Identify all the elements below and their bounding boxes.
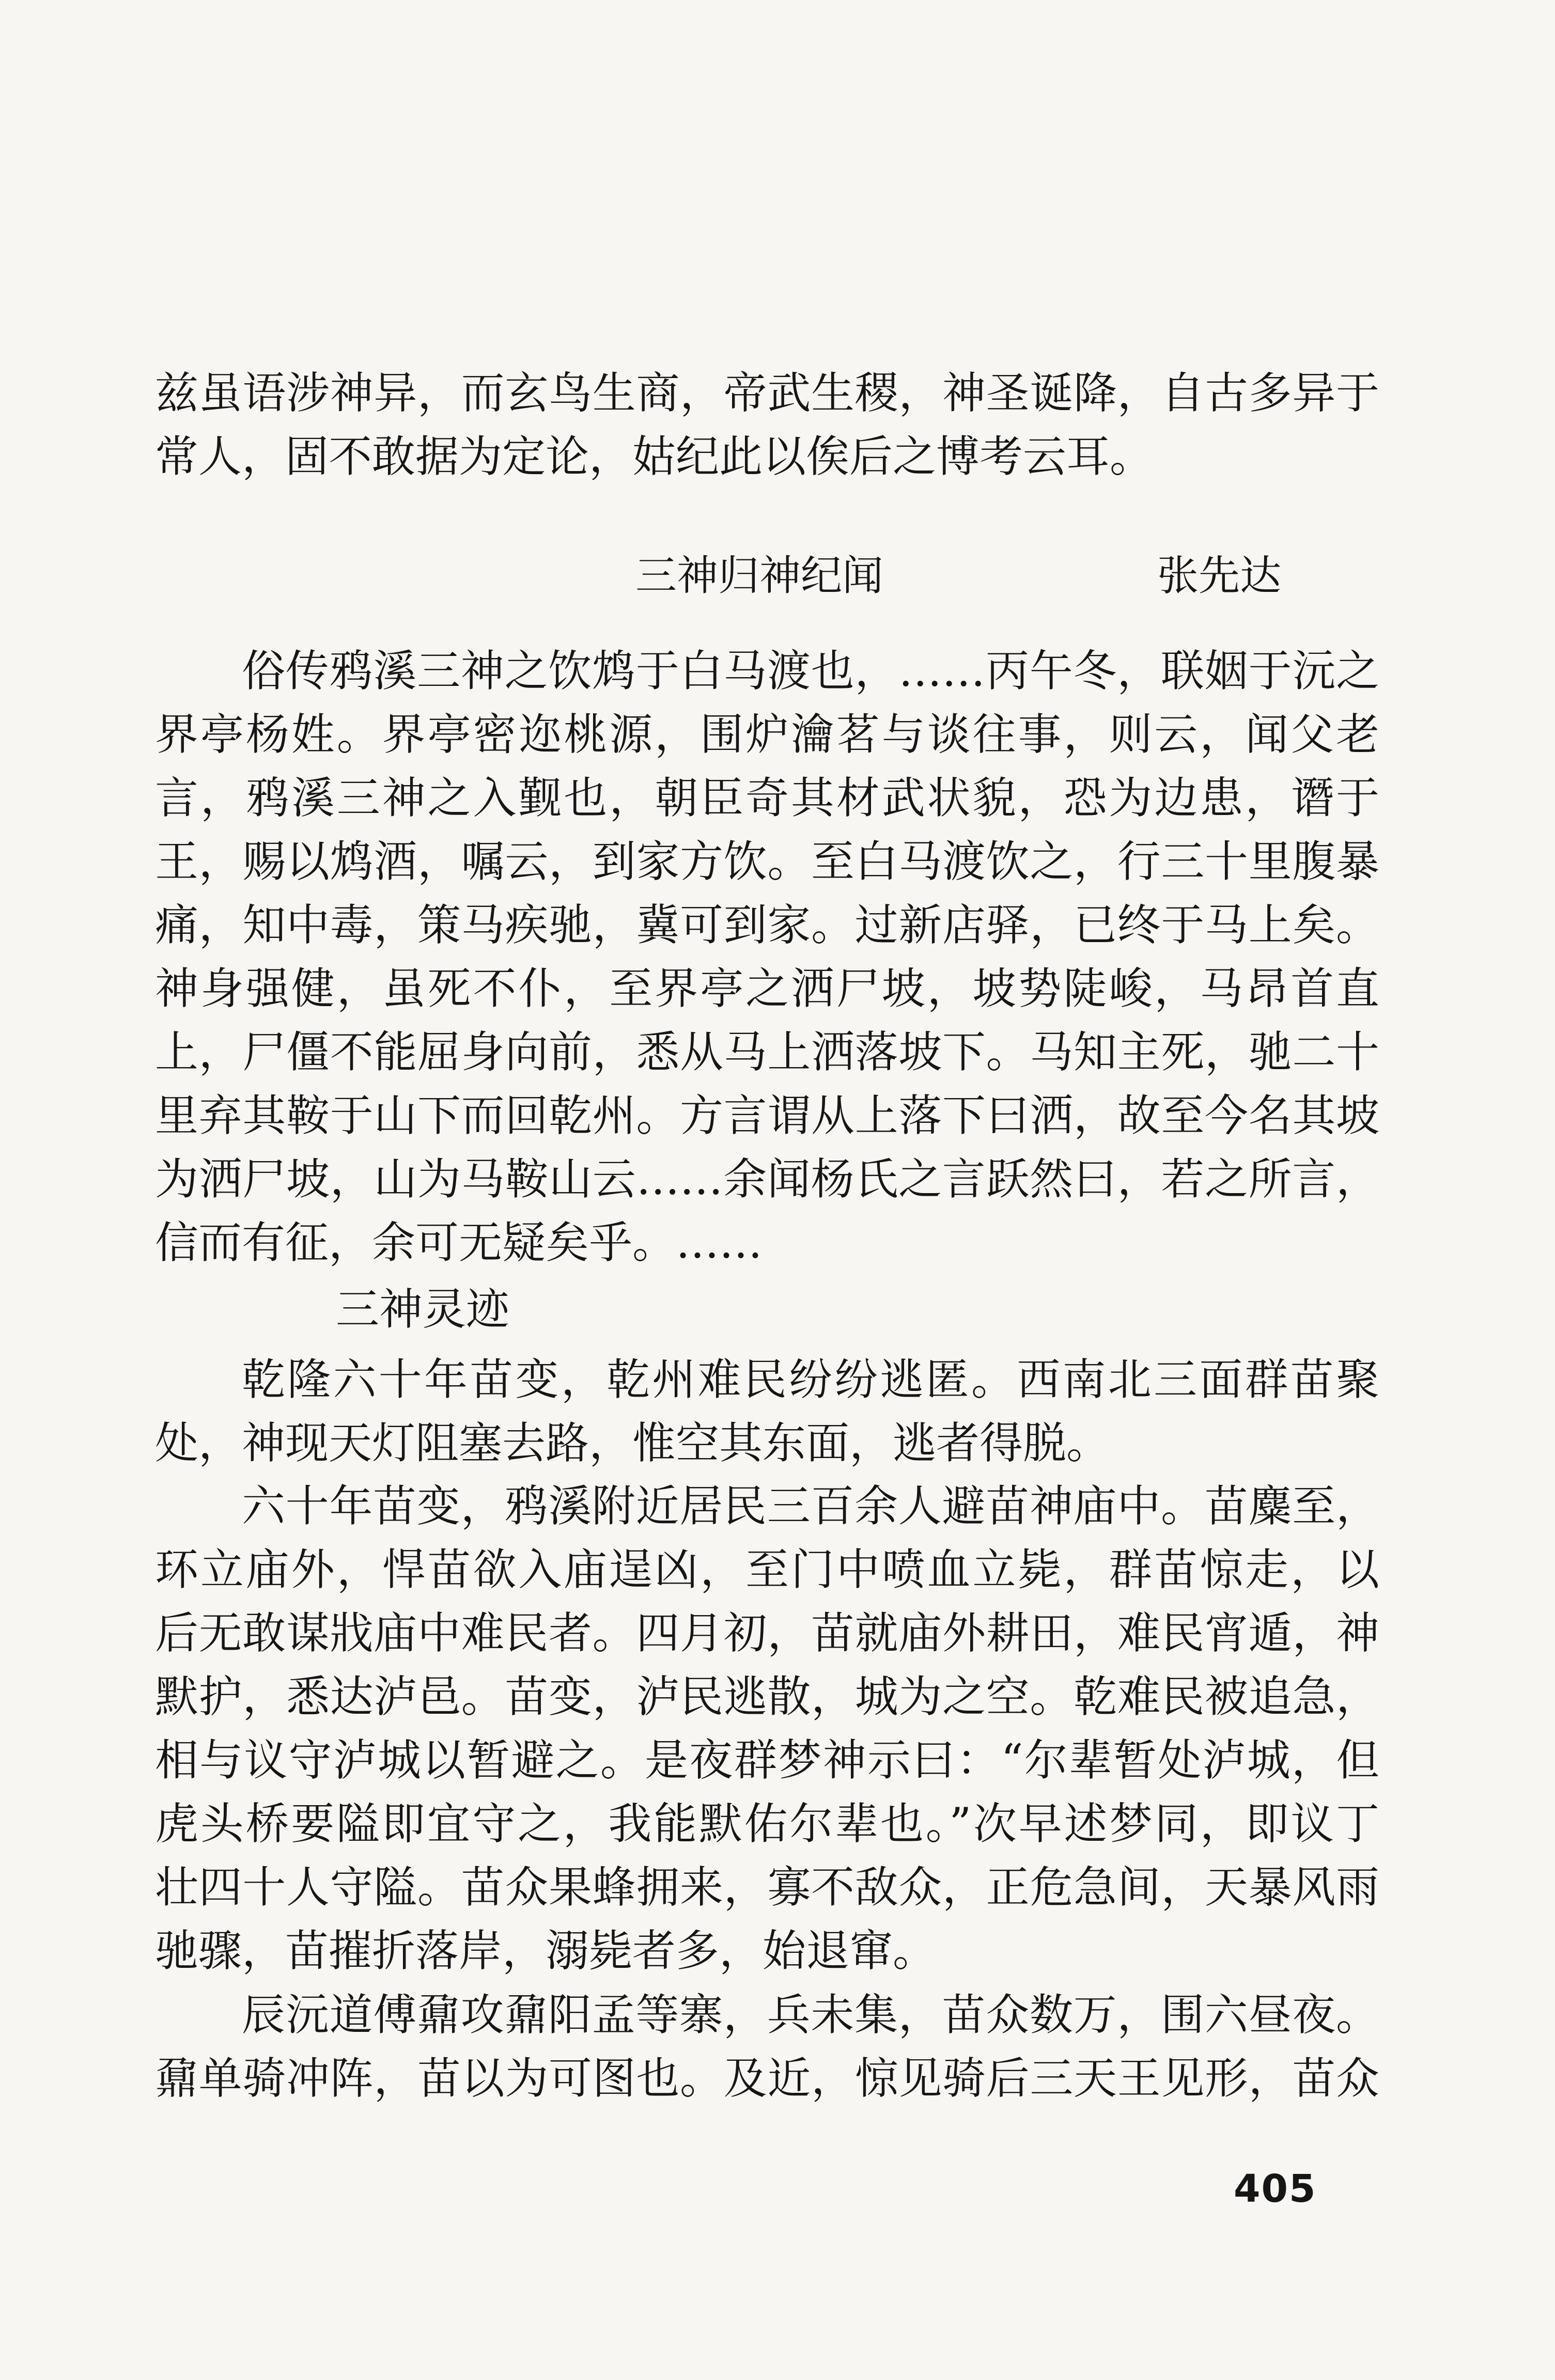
section2-paragraph-1	[155, 1348, 1379, 1475]
section2-p2-line-5: 相与议守泸城以暂避之。是夜群梦神示曰：“尔辈暂处泸城，但	[155, 1735, 1379, 1786]
section1-line-4: 王，赐以鸩酒，嘱云，到家方饮。至白马渡饮之，行三十里腹暴	[155, 836, 1379, 887]
section2-paragraph-2	[155, 1475, 1379, 1983]
section1-line-3: 言，鸦溪三神之入觐也，朝臣奇其材武状貌，恐为边患，谮于	[155, 773, 1379, 823]
intro-paragraph	[155, 362, 1379, 489]
section1-paragraph	[155, 639, 1379, 1275]
section1-line-2: 界亭杨姓。界亭密迩桃源，围炉瀹茗与谈往事，则云，闻父老	[155, 709, 1379, 760]
section2-p2-line-1: 六十年苗变，鸦溪附近居民三百余人避苗神庙中。苗麋至，	[242, 1481, 1379, 1531]
section2-p1-line-1: 乾隆六十年苗变，乾州难民纷纷逃匿。西南北三面群苗聚	[242, 1354, 1379, 1405]
section2-p1-line-2: 处，神现天灯阻塞去路，惟空其东面，逃者得脱。	[155, 1418, 1110, 1468]
section1-title: 三神归神纪闻	[635, 552, 883, 600]
section2-p2-line-6: 虎头桥要隘即宜守之，我能默佑尔辈也。”次早述梦同，即议丁	[155, 1798, 1379, 1849]
section2-paragraph-3	[155, 1983, 1379, 2110]
section2-p2-line-4: 默护，悉达泸邑。苗变，泸民逃散，城为之空。乾难民被追急，	[155, 1671, 1379, 1722]
section1-line-7: 上，尸僵不能屈身向前，悉从马上洒落坡下。马知主死，驰二十	[155, 1027, 1379, 1077]
section2-p2-line-8: 驰骤，苗摧折落岸，溺毙者多，始退窜。	[155, 1925, 937, 1976]
section1-line-10: 信而有征，余可无疑矣乎。……	[155, 1217, 763, 1268]
section1-line-9: 为洒尸坡，山为马鞍山云……余闻杨氏之言跃然曰，若之所言，	[155, 1154, 1379, 1204]
section2-p3-line-2: 鼐单骑冲阵，苗以为可图也。及近，惊见骑后三天王见形，苗众	[155, 2053, 1379, 2104]
section1-author: 张先达	[1157, 552, 1281, 600]
page-number: 405	[1234, 2167, 1317, 2211]
section1-line-1: 俗传鸦溪三神之饮鸩于白马渡也，……丙午冬，联姻于沅之	[242, 646, 1379, 696]
intro-line-1: 兹虽语涉神异，而玄鸟生商，帝武生稷，神圣诞降，自古多异于	[155, 368, 1379, 418]
section2-p2-line-7: 壮四十人守隘。苗众果蜂拥来，寡不敌众，正危急间，天暴风雨	[155, 1862, 1379, 1913]
intro-line-2: 常人，固不敢据为定论，姑纪此以俟后之博考云耳。	[155, 431, 1154, 482]
section2-p2-line-2: 环立庙外，悍苗欲入庙逞凶，至门中喷血立毙，群苗惊走，以	[155, 1544, 1379, 1595]
section2-title: 三神灵迹	[336, 1284, 510, 1335]
section2-p2-line-3: 后无敢谋戕庙中难民者。四月初，苗就庙外耕田，难民宵遁，神	[155, 1608, 1379, 1658]
section1-line-8: 里弃其鞍于山下而回乾州。方言谓从上落下曰洒，故至今名其坡	[155, 1090, 1379, 1141]
section1-line-6: 神身强健，虽死不仆，至界亭之洒尸坡，坡势陡峻，马昂首直	[155, 963, 1379, 1014]
section1-line-5: 痛，知中毒，策马疾驰，冀可到家。过新店驿，已终于马上矣。	[155, 900, 1379, 950]
section2-p3-line-1: 辰沅道傅鼐攻鼐阳孟等寨，兵未集，苗众数万，围六昼夜。	[242, 1990, 1379, 2040]
